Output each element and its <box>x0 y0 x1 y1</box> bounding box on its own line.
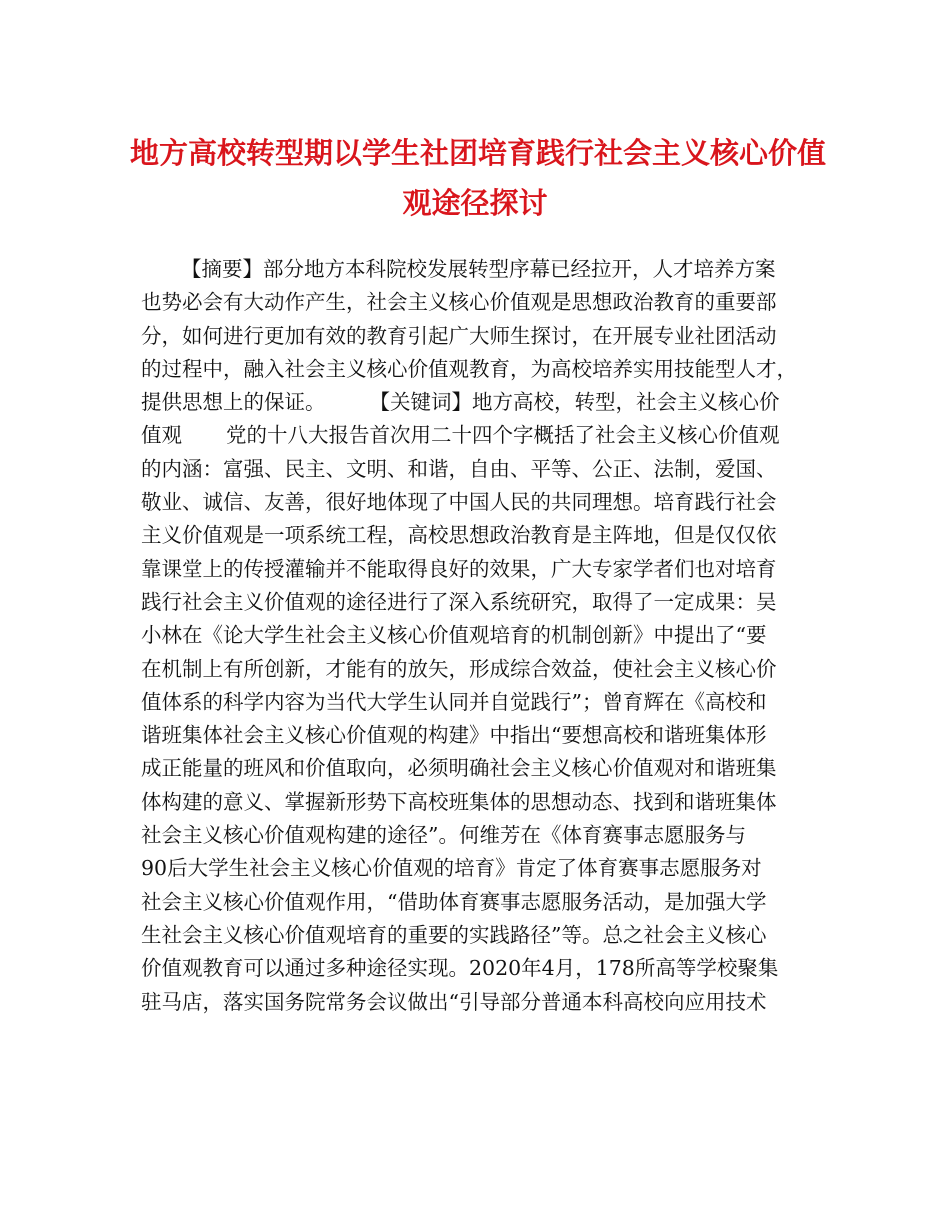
title-line-2: 观途径探讨 <box>402 186 548 220</box>
body-line-13: 社会主义核心价值观构建的途径”。何维芳在《体育赛事志愿服务与 <box>141 823 746 848</box>
abstract-keywords-line <box>141 386 821 419</box>
abstract-line-5: 提供思想上的保证。 <box>141 390 326 415</box>
keywords-line: 【关键词】地方高校，转型，社会主义核心价 <box>369 390 780 415</box>
keywords-body-line <box>141 419 821 452</box>
body-line-11: 成正能量的班风和价值取向，必须明确社会主义核心价值观对和谐班集 <box>141 756 777 781</box>
body-line-5: 靠课堂上的传授灌输并不能取得良好的效果，广大专家学者们也对培育 <box>141 556 777 581</box>
body-line-17: 价值观教育可以通过多种途径实现。2020年4月，178所高等学校聚集 <box>141 956 779 981</box>
body-line-1: 党的十八大报告首次用二十四个字概括了社会主义核心价值观 <box>226 423 780 448</box>
abstract-line-2: 也势必会有大动作产生，社会主义核心价值观是思想政治教育的重要部 <box>141 290 777 315</box>
abstract-line-4: 的过程中，融入社会主义核心价值观教育，为高校培养实用技能型人才， <box>141 356 797 381</box>
body-line-10: 谐班集体社会主义核心价值观的构建》中指出“要想高校和谐班集体形 <box>141 723 767 748</box>
body-line-6: 践行社会主义价值观的途径进行了深入系统研究，取得了一定成果：吴 <box>141 589 777 614</box>
body-line-18: 驻马店，落实国务院常务会议做出“引导部分普通本科高校向应用技术 <box>141 989 767 1014</box>
body-line-2: 的内涵：富强、民主、文明、和谐，自由、平等、公正、法制，爱国、 <box>141 456 777 481</box>
title-line-1: 地方高校转型期以学生社团培育践行社会主义核心价值 <box>130 136 827 170</box>
body-line-15: 社会主义核心价值观作用，“借助体育赛事志愿服务活动，是加强大学 <box>141 889 767 914</box>
body-line-12: 体构建的意义、掌握新形势下高校班集体的思想动态、找到和谐班集体 <box>141 789 777 814</box>
abstract-line-1: 【摘要】部分地方本科院校发展转型序幕已经拉开，人才培养方案 <box>181 257 776 281</box>
body-line-4: 主义价值观是一项系统工程，高校思想政治教育是主阵地，但是仅仅依 <box>141 523 777 548</box>
document-title <box>130 128 827 228</box>
body-line-8: 在机制上有所创新，才能有的放矢，形成综合效益，使社会主义核心价 <box>141 656 777 681</box>
body-line-3: 敬业、诚信、友善，很好地体现了中国人民的共同理想。培育践行社会 <box>141 490 777 515</box>
keywords-tail: 值观 <box>141 423 182 448</box>
body-line-9: 值体系的科学内容为当代大学生认同并自觉践行”；曾育辉在《高校和 <box>141 689 767 714</box>
abstract-line-3: 分，如何进行更加有效的教育引起广大师生探讨，在开展专业社团活动 <box>141 323 777 348</box>
body-line-16: 生社会主义核心价值观培育的重要的实践路径”等。总之社会主义核心 <box>141 922 767 947</box>
document-body <box>141 253 821 1019</box>
body-line-14: 90后大学生社会主义核心价值观的培育》肯定了体育赛事志愿服务对 <box>141 856 762 881</box>
body-line-7: 小林在《论大学生社会主义核心价值观培育的机制创新》中提出了“要 <box>141 623 767 648</box>
